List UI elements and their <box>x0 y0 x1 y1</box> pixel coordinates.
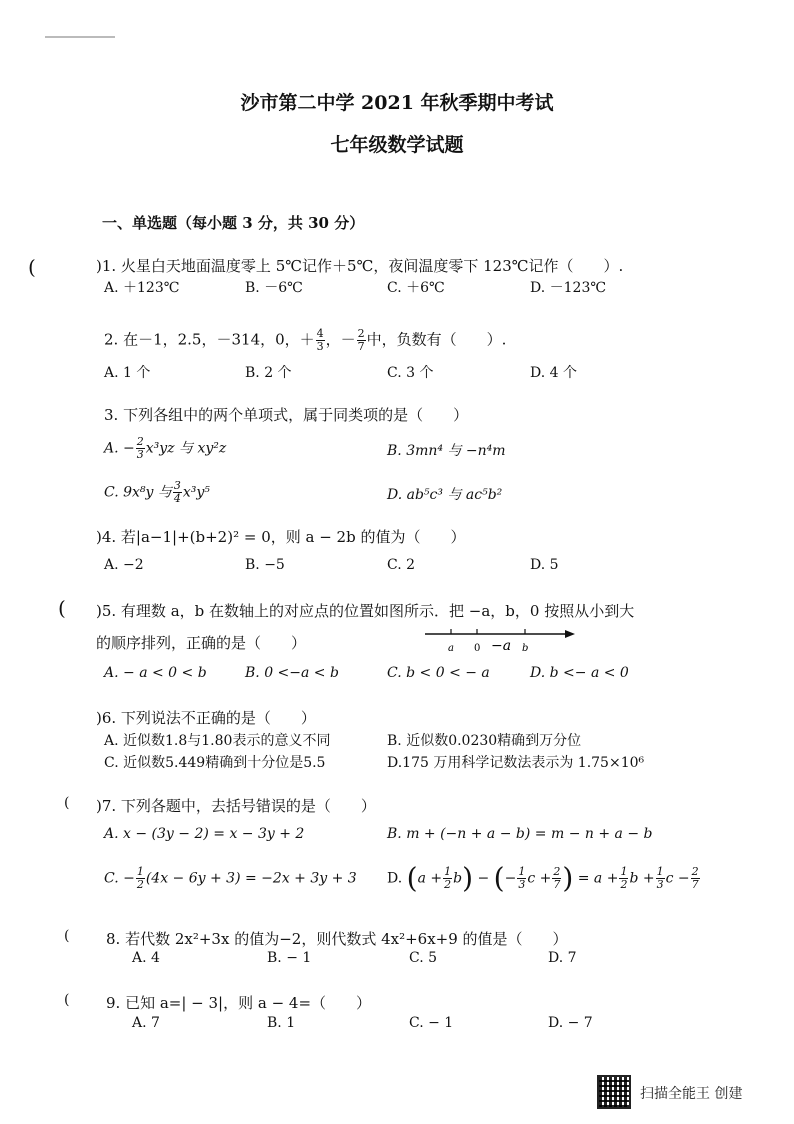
q3-option-b: B. 3mn⁴ 与 −n⁴m <box>387 443 506 459</box>
question-7-stem: )7. 下列各题中，去括号错误的是（ ） <box>96 797 376 815</box>
q8-option-a: A. 4 <box>132 950 160 966</box>
question-9-stem: 9. 已知 a=| − 3|，则 a − 4=（ ） <box>106 994 372 1012</box>
answer-paren: ( <box>64 992 70 1008</box>
qr-code-icon <box>597 1075 631 1109</box>
q3-option-d: D. ab⁵c³ 与 ac⁵b² <box>387 487 503 503</box>
q5-option-a: A. − a < 0 < b <box>104 665 207 681</box>
q7-option-a: A. x − (3y − 2) = x − 3y + 2 <box>104 826 305 842</box>
label-b: b <box>522 643 529 654</box>
answer-paren: ( <box>64 795 70 811</box>
q7-option-b: B. m + (−n + a − b) = m − n + a − b <box>387 826 653 842</box>
q8-option-c: C. 5 <box>409 950 438 966</box>
fraction: $\frac{4}{3}$ <box>316 327 324 353</box>
q2-option-d: D. 4 个 <box>530 365 577 381</box>
q7-option-d: D. (a + $\frac{1}{2}$ b) − (− $\frac{1}{3}$ c + $\frac{2}{7}$ ) = a + $\frac{1}{2}$ b + $\frac{1}{3}$ c − $\frac{2}{7}$ <box>387 861 699 895</box>
fraction: $\frac{2}{7}$ <box>357 327 365 353</box>
q6-option-a: A. 近似数1.8与1.80表示的意义不同 <box>104 733 331 749</box>
q5-option-b: B. 0 <−a < b <box>245 665 339 681</box>
q9-option-d: D. − 7 <box>548 1015 593 1031</box>
answer-paren: ( <box>64 928 70 944</box>
question-3-stem: 3. 下列各组中的两个单项式，属于同类项的是（ ） <box>104 406 469 424</box>
answer-paren: ( <box>28 255 36 279</box>
q9-option-a: A. 7 <box>132 1015 160 1031</box>
label-0: 0 <box>474 643 481 654</box>
question-2-stem: 2. 在－1，2.5，－314，0，＋ $\frac{4}{3}$ ，－ $\frac{2}{7}$ 中，负数有（ ）. <box>104 327 507 353</box>
q6-option-b: B. 近似数0.0230精确到万分位 <box>387 733 582 749</box>
question-8-stem: 8. 若代数 2x²+3x 的值为−2，则代数式 4x²+6x+9 的值是（ ） <box>106 930 568 948</box>
exam-title: 沙市第二中学 2021 年秋季期中考试 <box>240 92 554 114</box>
q5-option-d: D. b <− a < 0 <box>530 665 629 681</box>
scanner-watermark: 扫描全能王 创建 <box>640 1086 743 1102</box>
label-neg-a: −a <box>491 638 512 654</box>
q8-option-d: D. 7 <box>548 950 577 966</box>
question-6-stem: )6. 下列说法不正确的是（ ） <box>96 709 316 727</box>
q6-option-d: D.175 万用科学记数法表示为 1.75×10⁶ <box>387 755 645 771</box>
q9-option-c: C. − 1 <box>409 1015 454 1031</box>
q5-option-c: C. b < 0 < − a <box>387 665 490 681</box>
question-1-stem: )1. 火星白天地面温度零上 5℃记作＋5℃，夜间温度零下 123℃记作（ ）. <box>96 257 624 275</box>
question-5-stem-cont: 的顺序排列，正确的是（ ） <box>96 634 307 652</box>
q4-option-c: C. 2 <box>387 557 416 573</box>
q3-option-c: C. 9x⁸y 与 $\frac{3}{4}$ x³y⁵ <box>104 479 210 505</box>
scan-artifact <box>45 36 115 38</box>
question-5-stem: )5. 有理数 a，b 在数轴上的对应点的位置如图所示．把 −a，b，0 按照从小到大 <box>96 602 635 620</box>
number-line-figure <box>425 620 575 660</box>
q3-option-a: A. − $\frac{2}{3}$ x³yz 与 xy²z <box>104 435 227 461</box>
q4-option-b: B. −5 <box>245 557 285 573</box>
section-heading: 一、单选题（每小题 3 分，共 30 分） <box>102 214 365 232</box>
q6-option-c: C. 近似数5.449精确到十分位是5.5 <box>104 755 326 771</box>
q7-option-c: C. − $\frac{1}{2}$ (4x − 6y + 3) = −2x + 3y + 3 <box>104 865 357 891</box>
answer-paren: ( <box>58 596 66 620</box>
q2-option-b: B. 2 个 <box>245 365 292 381</box>
q4-option-d: D. 5 <box>530 557 559 573</box>
q2-option-a: A. 1 个 <box>104 365 151 381</box>
question-4-stem: )4. 若|a−1|+(b+2)² = 0，则 a − 2b 的值为（ ） <box>96 528 466 546</box>
q1-option-b: B. －6℃ <box>245 280 303 296</box>
q4-option-a: A. −2 <box>104 557 144 573</box>
exam-subtitle: 七年级数学试题 <box>330 134 464 156</box>
q1-option-c: C. ＋6℃ <box>387 280 445 296</box>
q9-option-b: B. 1 <box>267 1015 296 1031</box>
label-a: a <box>448 643 454 654</box>
q1-option-a: A. ＋123℃ <box>104 280 180 296</box>
number-line-arrow <box>565 630 575 638</box>
q8-option-b: B. − 1 <box>267 950 312 966</box>
q2-option-c: C. 3 个 <box>387 365 434 381</box>
q1-option-d: D. －123℃ <box>530 280 607 296</box>
